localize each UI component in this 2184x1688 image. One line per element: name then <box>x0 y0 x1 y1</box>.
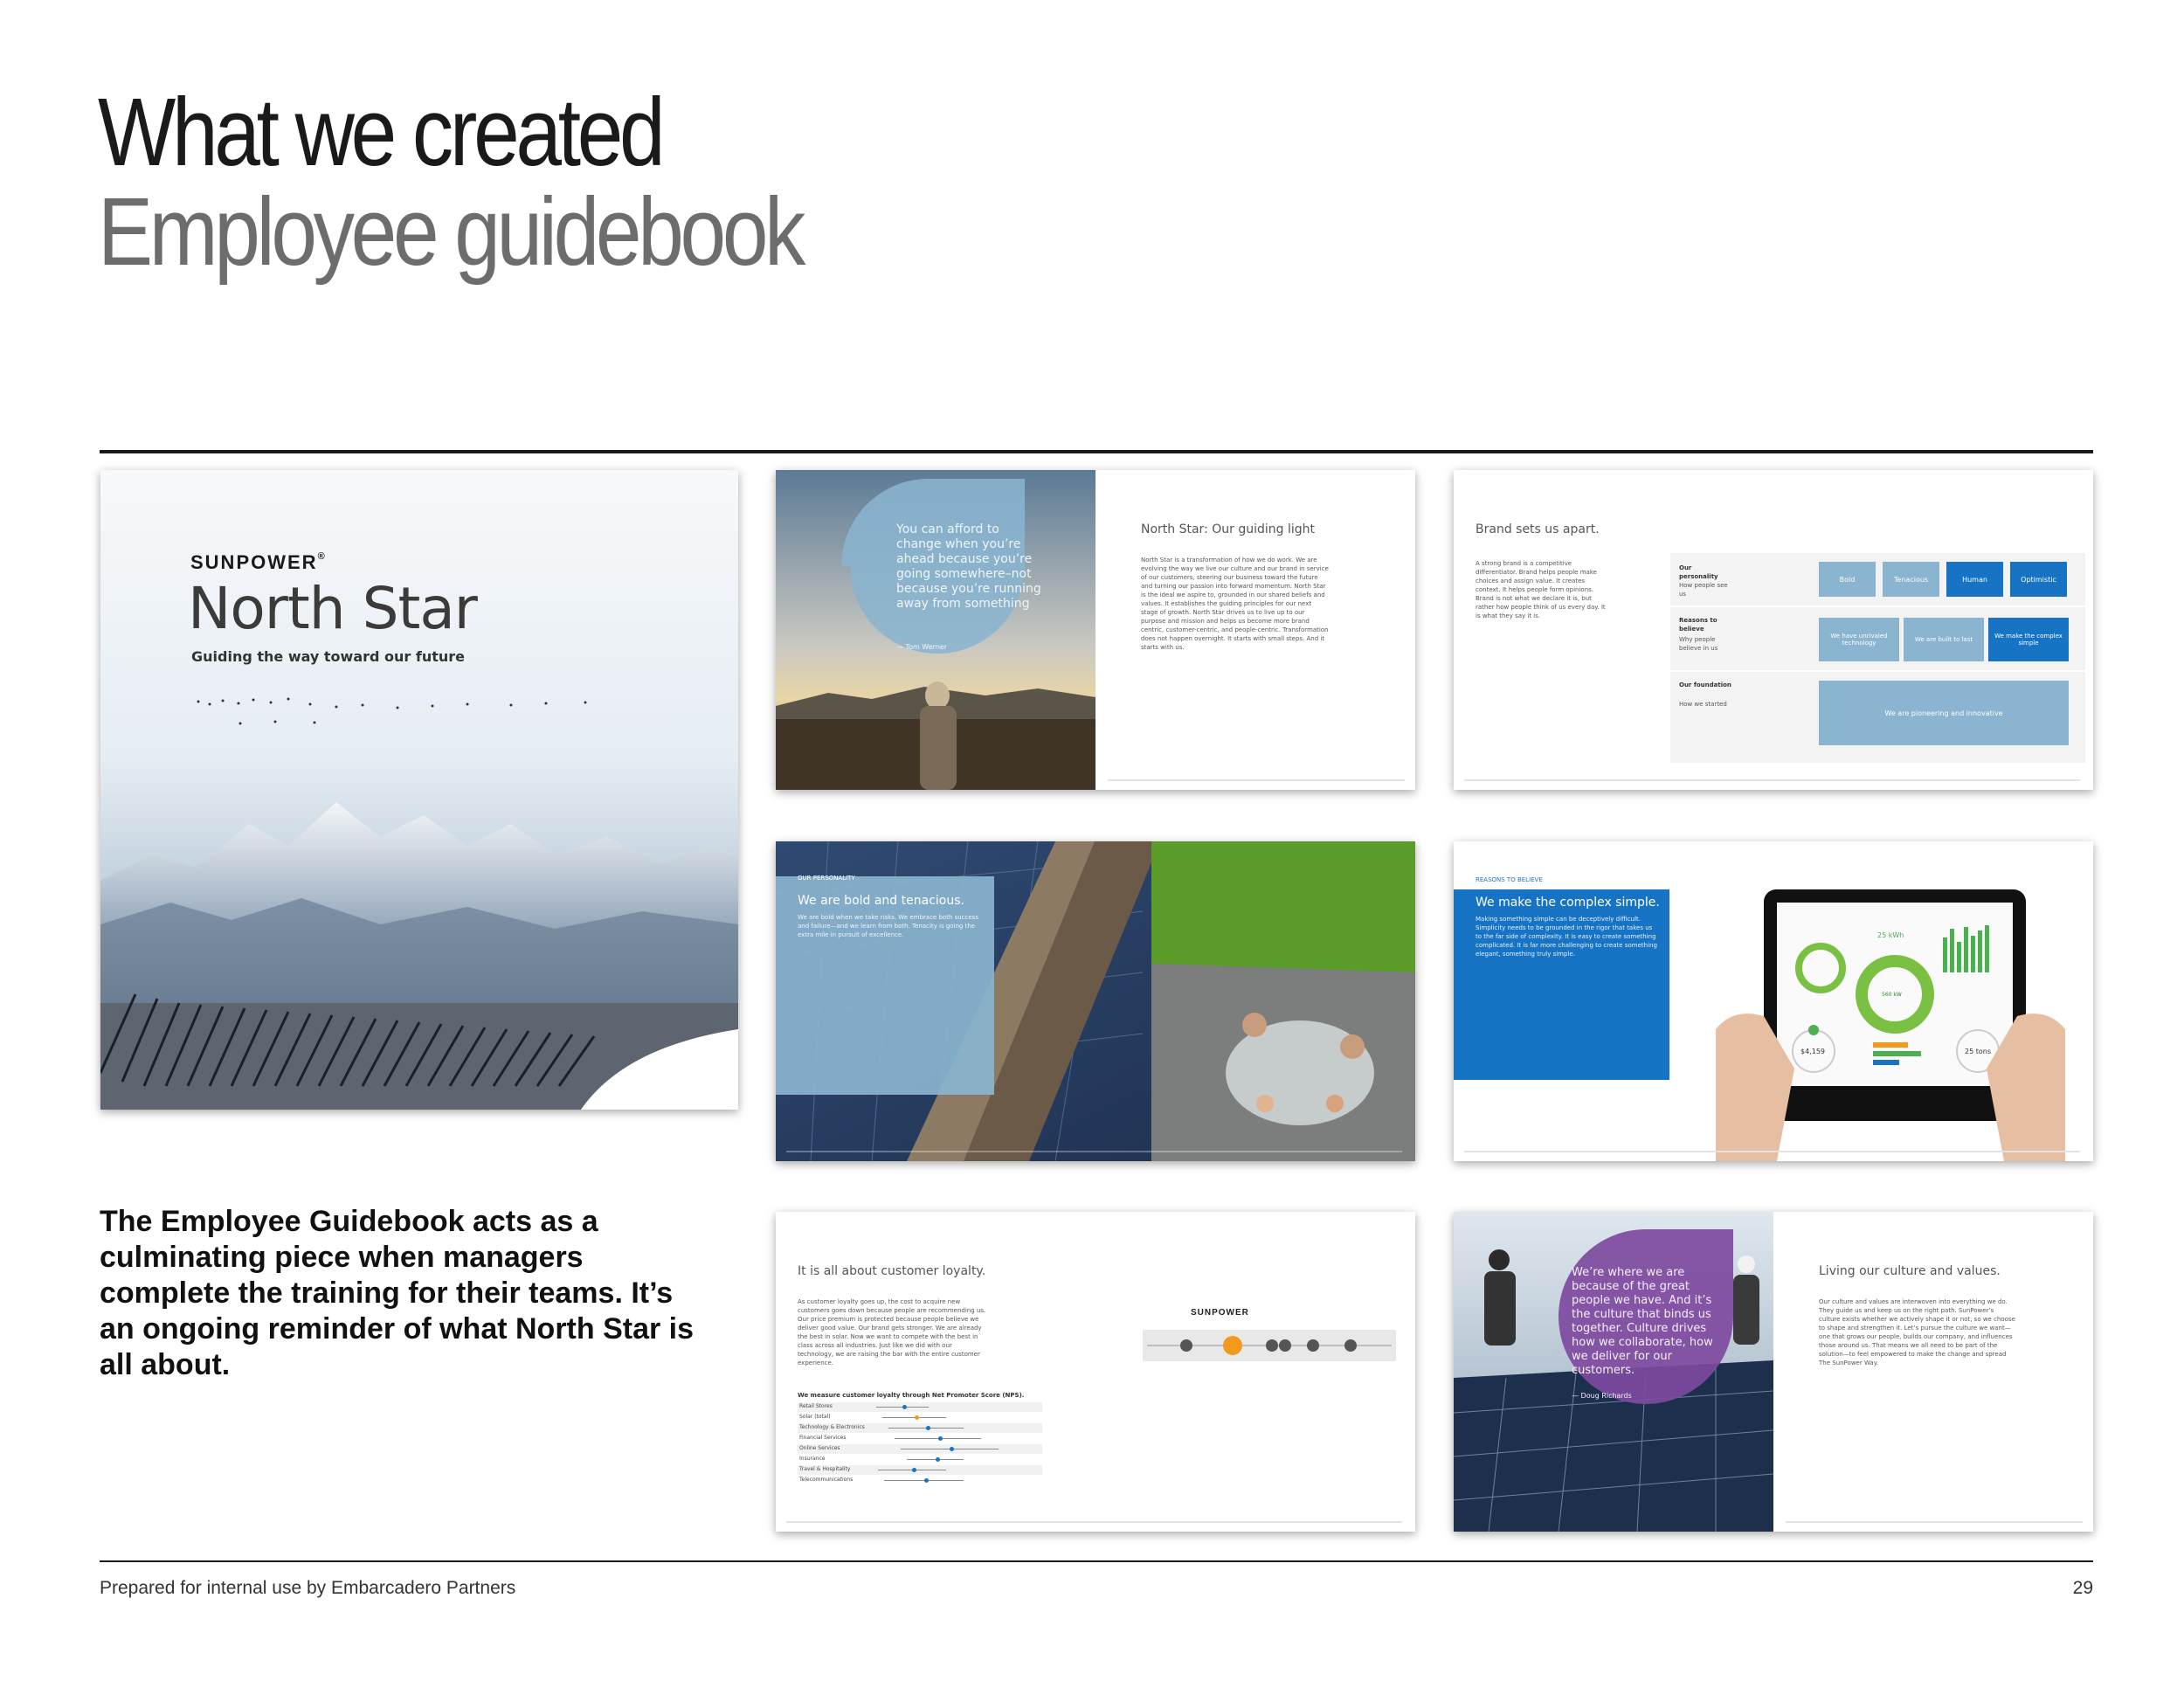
sunpower-logo-small: SUNPOWER <box>1191 1308 1249 1318</box>
guidebook-cover <box>100 470 738 1110</box>
top-divider <box>100 450 2093 453</box>
spread1-heading: North Star: Our guiding light <box>1141 522 1316 536</box>
cover-tagline: Guiding the way toward our future <box>191 648 466 665</box>
tablet-kpi-carbon: 25 tons <box>1965 1048 1991 1055</box>
spread6-body: Our culture and values are interwoven into everything we do. They guide us and keep us on the right path. SunPower’s culture exists whether we actively shape it or not, so we choose to shape and strengthen it. Let’s pursue the culture we want—one that grows our people, builds our company, and influences those around us. That means we all need to be part of the solution—to feel empowered to make the change and spread The SunPower Way. <box>1819 1298 2015 1366</box>
nps-row <box>798 1402 1042 1412</box>
spread6-heading: Living our culture and values. <box>1819 1264 2001 1278</box>
nps-row <box>798 1465 1042 1475</box>
brand-name: SUNPOWER <box>190 551 318 573</box>
spread4-body: Making something simple can be deceptively difficult. Simplicity needs to be grounded in the rigor that takes us to the far side of complexity. It is easy to create something complicated. It is far more challenging to create something elegant, something truly simple. <box>1476 916 1657 958</box>
trait-tenacious: Tenacious <box>1883 562 1939 597</box>
spread3-body: We are bold when we take risks. We embrace both success and failure—and we learn from both. Tenacity is going the extra mile in pursuit of excellence. <box>798 914 978 938</box>
matrix-row-foundation <box>1670 672 2085 763</box>
spread5-heading: It is all about customer loyalty. <box>798 1264 986 1278</box>
nps-row <box>798 1413 1042 1422</box>
nps-row-label: Telecommunications <box>799 1477 854 1483</box>
matrix-row-sub: How people see us <box>1679 582 1728 598</box>
spread2-page-footer <box>1464 779 2080 781</box>
matrix-row-reasons <box>1670 607 2085 672</box>
matrix-row-label: Our foundation <box>1679 681 1731 688</box>
footer-credit: Prepared for internal use by Embarcadero Partners <box>100 1578 516 1598</box>
spread6-page-footer <box>1786 1521 2083 1523</box>
spread5-page-footer <box>786 1521 1402 1523</box>
nps-row-dot <box>938 1436 943 1441</box>
nps-row <box>798 1476 1042 1485</box>
nps-scale-graphic <box>1143 1321 1405 1373</box>
nps-row <box>798 1455 1042 1464</box>
nps-row-dot <box>915 1415 919 1420</box>
spread4-tag: REASONS TO BELIEVE <box>1476 876 1543 883</box>
tablet-kpi-power: 560 kW <box>1882 992 1902 998</box>
tablet-illustration <box>1716 841 2065 1161</box>
spread-complex-simple <box>1454 841 2093 1161</box>
spread6-quote-author: — Doug Richards <box>1572 1392 1632 1400</box>
spread-guiding-light <box>776 470 1415 790</box>
trait-bold: Bold <box>1819 562 1876 597</box>
spread-customer-loyalty <box>776 1212 1415 1532</box>
matrix-row-sub: Why people believe in us <box>1679 636 1718 652</box>
spread4-heading: We make the complex simple. <box>1476 896 1660 910</box>
spread6-quote: We’re where we are because of the great people we have. And it’s the culture that binds us together. Culture drives how we collaborate, how we deliver for our customers. <box>1572 1266 1713 1377</box>
cover-title: North Star <box>188 575 477 642</box>
spread3-page-footer <box>786 1151 1402 1152</box>
spread5-body: As customer loyalty goes up, the cost to acquire new customers goes down because people are recommending us. Our price premium is protected because people believe we deliver good value. Our brand gets stronger. We are already the best in solar. Now we want to compete with the best in class across all industries. Just like we did with our technology, we are raising the bar with the entire customer experience. <box>798 1298 986 1366</box>
nps-row <box>798 1434 1042 1443</box>
guidebook-description: The Employee Guidebook acts as a culminating piece when managers complete the training for their teams. It’s an ongoing reminder of what North Star is all about. <box>100 1205 695 1381</box>
cover-brand <box>190 551 327 574</box>
spread3-heading: We are bold and tenacious. <box>798 894 964 908</box>
spread-culture-values <box>1454 1212 2093 1532</box>
spread4-page-footer <box>1464 1151 2080 1152</box>
bottom-divider <box>100 1560 2093 1562</box>
reason-technology: We have unrivaled technology <box>1819 618 1899 661</box>
nps-row <box>798 1444 1042 1454</box>
nps-row <box>798 1423 1042 1433</box>
nps-row-dot <box>902 1405 907 1409</box>
spread1-quote-author: — Tom Werner <box>896 643 948 651</box>
nps-row-label: Retail Stores <box>799 1403 833 1409</box>
tablet-kpi-savings: $4,159 <box>1800 1048 1825 1055</box>
nps-row-label: Financial Services <box>799 1435 847 1441</box>
reason-complex-simple: We make the complex simple <box>1988 618 2069 661</box>
spread1-page-footer <box>1108 779 1405 781</box>
nps-row-dot <box>924 1478 929 1483</box>
nps-row-dot <box>926 1426 930 1430</box>
nps-row-dot <box>912 1468 916 1472</box>
spread2-body: A strong brand is a competitive differentiator. Brand helps people make choices and assign value. It creates context. It helps people form opinions. Brand is not what we declare it is, but rather how people think of us every day. It is what they say it is. <box>1476 560 1606 619</box>
nps-row-label: Solar (total) <box>799 1414 831 1420</box>
reason-built-to-last: We are built to last <box>1904 618 1984 661</box>
brand-matrix <box>1670 553 2085 763</box>
nps-dot-chart <box>798 1402 1042 1507</box>
matrix-row-label: Reasons to believe <box>1679 617 1717 633</box>
trait-optimistic: Optimistic <box>2010 562 2067 597</box>
page-subtitle: Employee guidebook <box>98 178 803 286</box>
foundation-pioneering: We are pioneering and innovative <box>1819 681 2069 745</box>
nps-row-dot <box>950 1447 954 1451</box>
nps-row-dot <box>936 1457 940 1462</box>
nps-row-label: Insurance <box>799 1456 826 1462</box>
brand-mark: ® <box>317 551 327 562</box>
spread1-quote: You can afford to change when you’re ahead because you’re going somewhere–not because you’re running away from something <box>896 522 1041 611</box>
spread1-body: North Star is a transformation of how we do work. We are evolving the way we live our culture and our brand in service of our customers, steering our business toward the future and turning our passion into forward momentum. North Star is the ideal we aspire to, grounded in our shared beliefs and values. It establishes the guiding principles for our next stage of growth. North Star drives us to live up to our purpose and mission and helps us become more brand centric, customer-centric, and people-centric. Transformation does not happen overnight. It starts with small steps. And it starts with us. <box>1141 557 1329 651</box>
nps-row-label: Online Services <box>799 1445 840 1451</box>
quote-bubble-shape <box>776 470 1095 790</box>
nps-row-label: Technology & Electronics <box>799 1424 865 1430</box>
tablet-kpi-energy: 25 kWh <box>1877 931 1904 939</box>
matrix-row-sub: How we started <box>1679 701 1727 708</box>
spread-brand-sets-apart <box>1454 470 2093 790</box>
matrix-row-personality <box>1670 553 2085 607</box>
spread2-heading: Brand sets us apart. <box>1476 522 1600 536</box>
page-number: 29 <box>2072 1578 2093 1598</box>
nps-chart-caption: We measure customer loyalty through Net Promoter Score (NPS). <box>798 1392 1025 1399</box>
page-title: What we created <box>98 79 662 186</box>
matrix-row-label: Our personality <box>1679 564 1718 580</box>
spread-bold-tenacious <box>776 841 1415 1161</box>
trait-human: Human <box>1946 562 2003 597</box>
nps-row-label: Travel & Hospitality <box>799 1466 851 1472</box>
spread3-tag: OUR PERSONALITY <box>798 875 855 882</box>
spread3-text-panel <box>776 876 994 1095</box>
